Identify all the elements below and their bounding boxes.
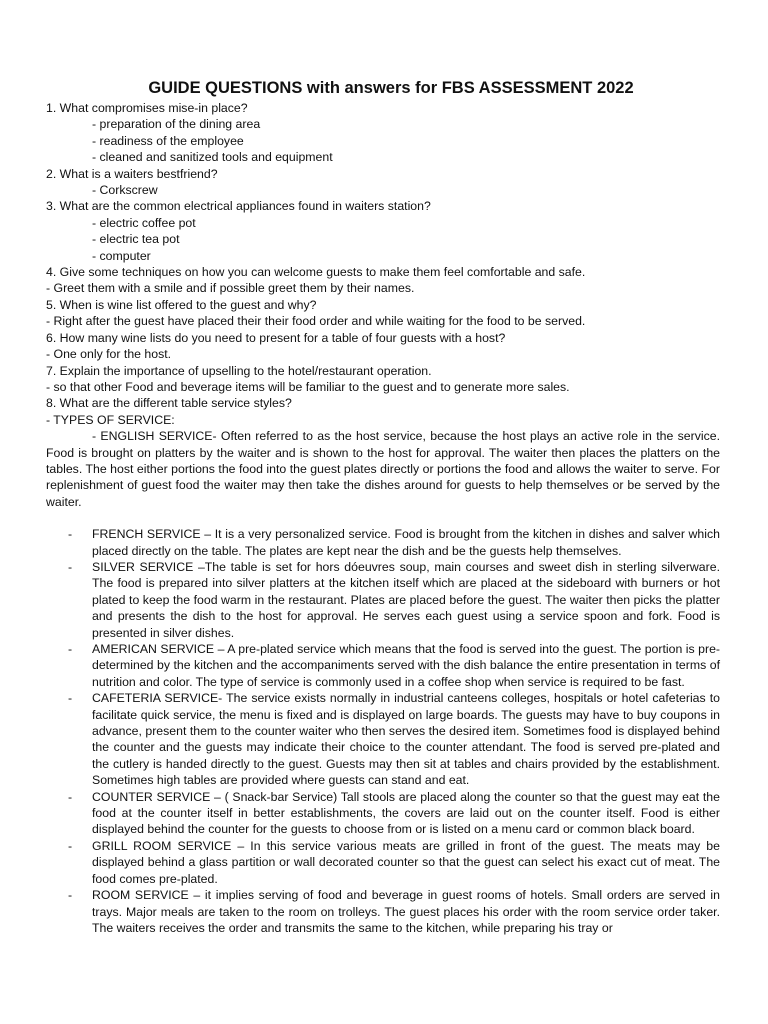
bullet-dash: -	[68, 888, 73, 903]
list-item-text: AMERICAN SERVICE – A pre-plated service which means that the food is served into the guest. The portion is pre-determined by the kitchen and the accompaniments served with the dish balance the entire presentation in terms of nutrition and color. The type of service is commonly used in a coffee shop when service is required to be fast.	[92, 642, 720, 689]
answer-2: - Corkscrew	[92, 183, 158, 198]
question-2: 2. What is a waiters bestfriend?	[46, 166, 218, 181]
types-of-service-heading: - TYPES OF SERVICE:	[46, 412, 175, 427]
bullet-dash: -	[68, 559, 73, 574]
list-item-text: COUNTER SERVICE – ( Snack-bar Service) Tall stools are placed along the counter so that the guest may eat the food at the counter itself in better establishments, the covers are laid out on the counter itself. Food is either displayed behind the counter for the guests to choose from or is listed on a menu card or common black board.	[92, 789, 720, 837]
question-3: 3. What are the common electrical appliances found in waiters station?	[46, 199, 431, 214]
question-1: 1. What compromises mise-in place?	[46, 101, 248, 115]
bullet-dash: -	[68, 789, 73, 804]
answer-3-b: - electric tea pot	[92, 232, 180, 247]
answer-7: - so that other Food and beverage items will be familiar to the guest and to generate more sales.	[46, 379, 570, 394]
answer-3-c: - computer	[92, 248, 151, 263]
question-7: 7. Explain the importance of upselling to the hotel/restaurant operation.	[46, 363, 432, 378]
answer-1-b: - readiness of the employee	[92, 133, 244, 148]
bullet-dash: -	[68, 838, 73, 853]
list-item-text: FRENCH SERVICE – It is a very personalized service. Food is brought from the kitchen in dishes and salver which placed directly on the table. The plates are kept near the dish and be the guests help themselves.	[92, 527, 720, 558]
list-item-counter-service	[46, 789, 720, 838]
answer-1-a: - preparation of the dining area	[92, 117, 261, 132]
question-4: 4. Give some techniques on how you can welcome guests to make them feel comfortable and safe.	[46, 265, 586, 280]
question-8: 8. What are the different table service styles?	[46, 396, 292, 411]
document-title: GUIDE QUESTIONS with answers for FBS ASSESSMENT 2022	[148, 79, 634, 97]
answer-6: - One only for the host.	[46, 347, 172, 362]
paragraph-gap	[46, 510, 720, 526]
english-service-paragraph	[46, 428, 720, 510]
list-item-cafeteria-service	[46, 690, 720, 788]
list-item-text: SILVER SERVICE –The table is set for hors dóeuvres soup, main courses and sweet dish in sterling silverware. The food is prepared into silver platters at the kitchen itself which are placed at the sideboard with burners or hot plated to keep the food warm in the restaurant. Plates are placed before the guest. The waiter then picks the platter and presents the dish to the host for approval. He serves each guest using a service spoon and fork. Food is presented in silver dishes.	[92, 559, 720, 640]
bullet-dash: -	[68, 527, 73, 542]
answer-4: - Greet them with a smile and if possible greet them by their names.	[46, 281, 415, 296]
question-5: 5. When is wine list offered to the guest and why?	[46, 297, 317, 312]
english-service-text: - ENGLISH SERVICE- Often referred to as the host service, because the host plays an active role in the service. Food is brought on platters by the waiter and is shown to the host for approval. The waiter then places the platters on the tables. The host either portions the food into the guest plates directly or portions the food and allows the waiter to serve. For replenishment of guest food the waiter may then take the dishes around for guests to help themselves or be served by the waiter.	[46, 429, 720, 509]
list-item-american-service	[46, 641, 720, 690]
list-item-text: CAFETERIA SERVICE- The service exists normally in industrial canteens colleges, hospitals or hotel cafeterias to facilitate quick service, the menu is fixed and is displayed on large boards. The guests may have to buy coupons in advance, present them to the counter waiter who then serves the desired item. Sometimes food is displayed behind the counter and the guests may indicate their choice to the counter attendant. The food is served pre-plated and the cutlery is handed directly to the guest. Guests may then sit at tables and chairs provided by the establishment. Sometimes high tables are provided where guests can stand and eat.	[92, 691, 720, 788]
answer-3-a: - electric coffee pot	[92, 215, 196, 230]
answer-1-c: - cleaned and sanitized tools and equipment	[92, 150, 333, 165]
list-item-french-service	[46, 526, 720, 559]
list-item-text: GRILL ROOM SERVICE – In this service various meats are grilled in front of the guest. The meats may be displayed behind a glass partition or wall decorated counter so that the guest can select his exact cut of meat. The food comes pre-plated.	[92, 838, 720, 886]
list-item-silver-service	[46, 559, 720, 641]
answer-5: - Right after the guest have placed their their food order and while waiting for the food to be served.	[46, 314, 586, 329]
question-6: 6. How many wine lists do you need to present for a table of four guests with a host?	[46, 330, 506, 345]
bullet-dash: -	[68, 691, 73, 706]
bullet-dash: -	[68, 642, 73, 656]
list-item-text: ROOM SERVICE – it implies serving of food and beverage in guest rooms of hotels. Small orders are served in trays. Major meals are taken to the room on trolleys. The guest places his order with the room service order taker. The waiters receives the order and transmits the same to the kitchen, while preparing his tray or	[92, 888, 720, 935]
service-list	[46, 526, 720, 936]
list-item-grill-room-service	[46, 838, 720, 887]
list-item-room-service	[46, 887, 720, 936]
